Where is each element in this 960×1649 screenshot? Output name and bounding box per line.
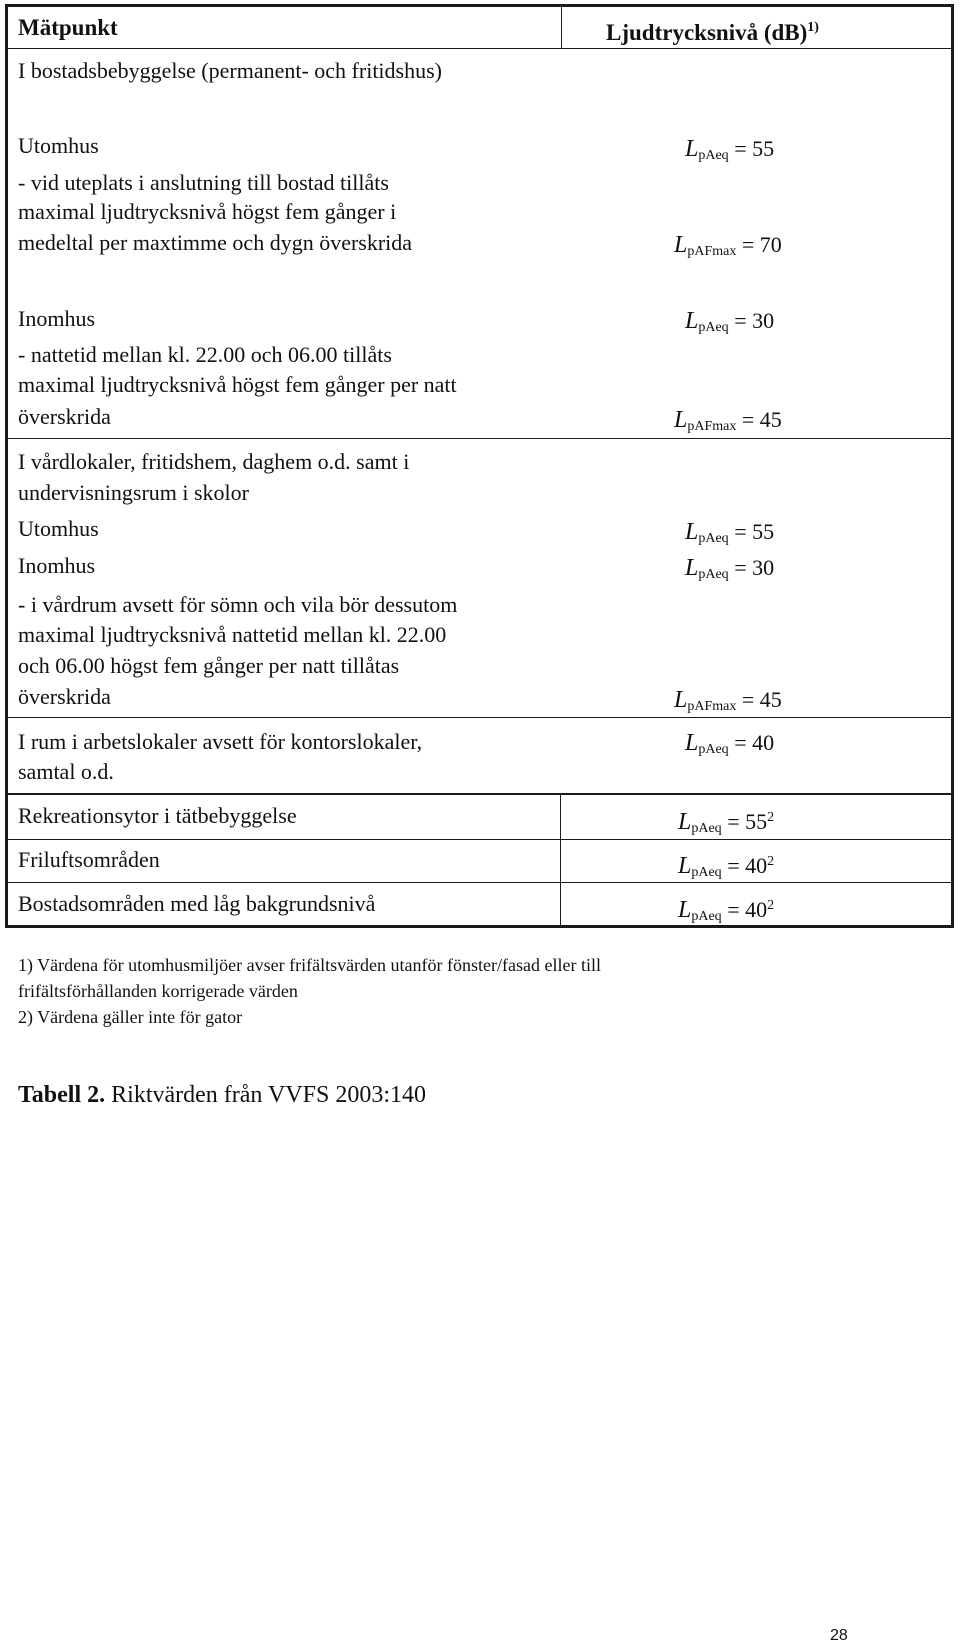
section-divider-2 (8, 717, 952, 718)
row-value (678, 890, 774, 932)
level-subscript: pAeq (698, 567, 729, 582)
bostad-utomhus-desc-3: medeltal per maxtimme och dygn överskrida (18, 230, 413, 255)
level-value: = 55 (728, 519, 775, 544)
footnote-1-line-1: 1) Värdena för utomhusmiljöer avser frifältsvärden utanför fönster/fasad eller till (18, 955, 601, 975)
level-symbol: L (685, 555, 699, 581)
bostad-utomhus-desc-1: - vid uteplats i anslutning till bostad tillåts (18, 170, 389, 195)
header-ljudtrycksniva-label: Ljudtrycksnivå (dB) (606, 20, 808, 45)
section-divider-1 (8, 438, 952, 439)
level-value: = 40 (721, 897, 768, 922)
footnote-ref-2: 2 (767, 854, 775, 869)
table-border-right (951, 4, 954, 928)
row-label: Rekreationsytor i tätbebyggelse (18, 803, 297, 828)
section-vard-title-2: undervisningsrum i skolor (18, 480, 249, 505)
level-subscript: pAFmax (687, 419, 737, 434)
vard-lmax (674, 684, 782, 722)
vard-desc-2: maximal ljudtrycksnivå nattetid mellan kl. 22.00 (18, 622, 447, 647)
bostad-utomhus-desc-2: maximal ljudtrycksnivå högst fem gånger i (18, 199, 397, 224)
bostad-utomhus-laeq (685, 133, 774, 171)
bostad-utomhus-lmax (674, 229, 782, 267)
level-value: = 30 (728, 555, 775, 580)
table-border-bottom (5, 925, 954, 928)
level-subscript: pAeq (691, 865, 722, 880)
level-value: = 40 (721, 853, 768, 878)
level-symbol: L (674, 407, 688, 433)
row-value (678, 846, 774, 888)
bostad-inomhus-desc-2: maximal ljudtrycksnivå högst fem gånger per natt (18, 372, 457, 397)
bostad-inomhus-desc-1: - nattetid mellan kl. 22.00 och 06.00 tillåts (18, 342, 392, 367)
footnote-2: 2) Värdena gäller inte för gator (18, 1007, 243, 1027)
vard-utomhus-laeq (685, 516, 774, 554)
level-symbol: L (678, 853, 692, 879)
level-value: = 55 (728, 136, 775, 161)
level-subscript: pAeq (698, 320, 729, 335)
footnote-1-line-2: frifältsförhållanden korrigerade värden (18, 981, 298, 1001)
bostad-inomhus-label: Inomhus (18, 306, 95, 331)
caption-text: Riktvärden från VVFS 2003:140 (105, 1082, 427, 1108)
header-matpunkt: Mätpunkt (18, 15, 118, 40)
level-symbol: L (678, 897, 692, 923)
level-value: = 45 (736, 407, 782, 432)
vard-desc-4: överskrida (18, 684, 111, 709)
arbete-line-1: I rum i arbetslokaler avsett för kontorslokaler, (18, 729, 423, 754)
rows-column-divider (560, 794, 561, 926)
arbete-laeq (685, 727, 774, 765)
footnote-ref-2: 2 (767, 898, 775, 913)
bostad-inomhus-lmax (674, 404, 782, 442)
caption-label: Tabell 2. (18, 1082, 106, 1108)
section-divider-5 (8, 882, 952, 883)
vard-utomhus-label: Utomhus (18, 516, 99, 541)
level-value: = 70 (736, 232, 782, 257)
bostad-inomhus-laeq (685, 305, 774, 343)
level-symbol: L (674, 687, 688, 713)
page-number: 28 (830, 1627, 848, 1644)
section-vard-title-1: I vårdlokaler, fritidshem, daghem o.d. samt i (18, 449, 410, 474)
level-value: = 40 (728, 730, 775, 755)
bostad-utomhus-label: Utomhus (18, 133, 99, 158)
header-ljudtrycksniva (606, 12, 819, 48)
table-caption (18, 1079, 426, 1111)
table-border-left (5, 4, 8, 928)
level-subscript: pAeq (698, 148, 729, 163)
section-divider-4 (8, 839, 952, 840)
level-symbol: L (678, 809, 692, 835)
level-symbol: L (674, 232, 688, 258)
level-subscript: pAFmax (687, 699, 737, 714)
level-symbol: L (685, 308, 699, 334)
header-divider (8, 48, 952, 49)
level-symbol: L (685, 519, 699, 545)
table-border-top (5, 4, 954, 7)
level-subscript: pAeq (698, 742, 729, 757)
level-subscript: pAeq (698, 531, 729, 546)
vard-desc-3: och 06.00 högst fem gånger per natt tillåtas (18, 653, 400, 678)
arbete-line-2: samtal o.d. (18, 759, 114, 784)
level-value: = 45 (736, 687, 782, 712)
vard-inomhus-laeq (685, 552, 774, 590)
section-bostad-title: I bostadsbebyggelse (permanent- och fritidshus) (18, 58, 442, 83)
section-divider-3 (8, 793, 952, 795)
row-value (678, 802, 774, 844)
level-symbol: L (685, 730, 699, 756)
footnote-ref-1: 1) (807, 20, 819, 35)
level-symbol: L (685, 136, 699, 162)
vard-desc-1: - i vårdrum avsett för sömn och vila bör dessutom (18, 592, 458, 617)
vard-inomhus-label: Inomhus (18, 553, 95, 578)
footnote-ref-2: 2 (767, 810, 775, 825)
level-value: = 55 (721, 809, 768, 834)
bostad-inomhus-desc-3: överskrida (18, 404, 111, 429)
level-value: = 30 (728, 308, 775, 333)
level-subscript: pAeq (691, 821, 722, 836)
row-label: Bostadsområden med låg bakgrundsnivå (18, 891, 376, 916)
header-column-divider (561, 7, 562, 49)
level-subscript: pAeq (691, 909, 722, 924)
level-subscript: pAFmax (687, 244, 737, 259)
row-label: Friluftsområden (18, 847, 160, 872)
